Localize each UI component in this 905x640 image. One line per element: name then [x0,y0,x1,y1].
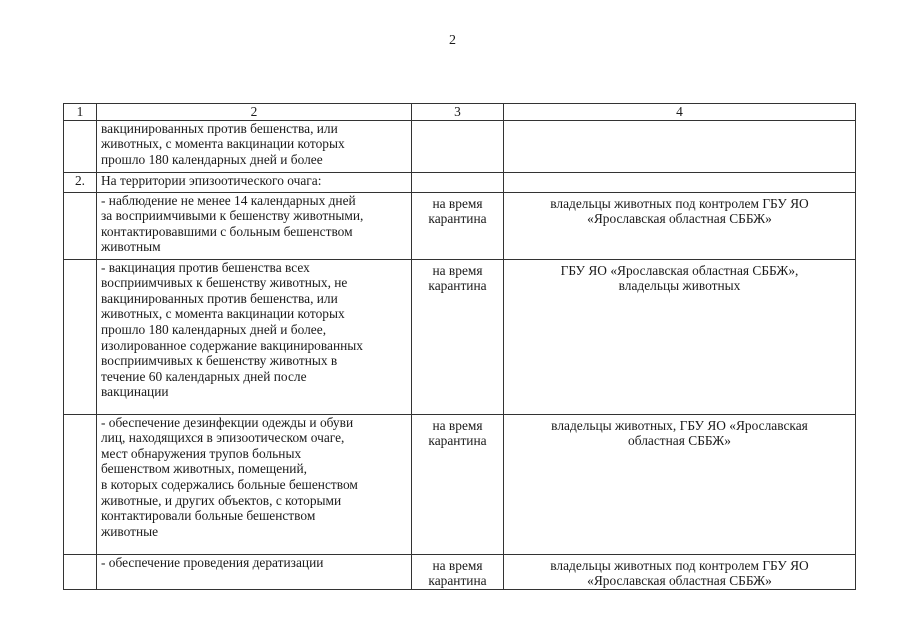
text-line: «Ярославская областная СББЖ» [587,573,772,589]
term-cell [412,192,504,259]
responsible-cell [504,414,856,554]
text-line: вакцинированных против бешенства, или [101,120,338,136]
row-number [64,259,97,414]
page-number: 2 [449,33,456,48]
measure-cell [97,414,412,554]
responsible-cell [504,172,856,192]
row-number [64,192,97,259]
measure-cell [97,120,412,172]
text-line: карантина [428,211,487,227]
table-row [64,554,856,589]
measure-cell [97,259,412,414]
table-row [64,192,856,259]
row-number [64,120,97,172]
measure-cell [97,554,412,589]
column-number-2: 2 [97,104,412,121]
responsible-cell [504,120,856,172]
text-line: изолированное содержание вакцинированных [101,337,363,353]
text-line: - вакцинация против бешенства всех [101,259,310,275]
text-line: восприимчивых к бешенству животных в [101,353,338,369]
text-line: карантина [428,433,487,449]
text-line: мест обнаружения трупов больных [101,445,302,461]
term-cell [412,259,504,414]
text-line: животных, с момента вакцинации которых [101,306,345,322]
text-line: на время [432,557,483,573]
text-line: владельцы животных [618,278,741,294]
responsible-cell [504,554,856,589]
text-line: восприимчивых к бешенству животных, не [101,275,348,291]
responsible-cell [504,259,856,414]
term-cell [412,554,504,589]
term-cell [412,172,504,192]
text-line: животные [101,523,159,539]
text-line: контактировавшими с больным бешенством [101,223,353,239]
text-line: - обеспечение проведения дератизации [101,554,324,570]
text-line: животных, с момента вакцинации которых [101,136,345,152]
table-row [64,414,856,554]
text-line: карантина [428,278,487,294]
text-line: «Ярославская областная СББЖ» [587,211,772,227]
text-line: на время [432,262,483,278]
text-line: контактировали больные бешенством [101,508,316,524]
text-line: животные, и других объектов, с которыми [101,492,342,508]
row-number: 2. [64,172,97,192]
text-line: На территории эпизоотического очага: [101,172,322,188]
row-number [64,554,97,589]
text-line: ГБУ ЯО «Ярославская областная СББЖ», [560,262,799,278]
text-line: владельцы животных под контролем ГБУ ЯО [550,195,809,211]
text-line: вакцинированных против бешенства, или [101,290,338,306]
text-line: прошло 180 календарных дней и более [101,151,323,167]
column-number-4: 4 [504,104,856,121]
responsible-cell [504,192,856,259]
text-line: течение 60 календарных дней после [101,368,307,384]
table-row [64,172,856,192]
measure-cell [97,192,412,259]
term-cell [412,120,504,172]
text-line: - наблюдение не менее 14 календарных дней [101,192,356,208]
text-line: владельцы животных, ГБУ ЯО «Ярославская [551,417,808,433]
text-line: бешенством животных, помещений, [101,461,307,477]
table-row [64,120,856,172]
section-heading-cell [97,172,412,192]
measures-table [63,103,856,590]
text-line: за восприимчивыми к бешенству животными, [101,208,364,224]
column-number-1: 1 [64,104,97,121]
text-line: в которых содержались больные бешенством [101,476,358,492]
text-line: прошло 180 календарных дней и более, [101,321,327,337]
text-line: лиц, находящихся в эпизоотическом очаге, [101,430,345,446]
text-line: областная СББЖ» [628,433,731,449]
text-line: на время [432,195,483,211]
column-number-row [64,104,856,121]
table-row [64,259,856,414]
text-line: карантина [428,573,487,589]
text-line: владельцы животных под контролем ГБУ ЯО [550,557,809,573]
term-cell [412,414,504,554]
row-number [64,414,97,554]
text-line: вакцинации [101,384,169,400]
text-line: на время [432,417,483,433]
text-line: животным [101,239,161,255]
text-line: - обеспечение дезинфекции одежды и обуви [101,414,354,430]
column-number-3: 3 [412,104,504,121]
